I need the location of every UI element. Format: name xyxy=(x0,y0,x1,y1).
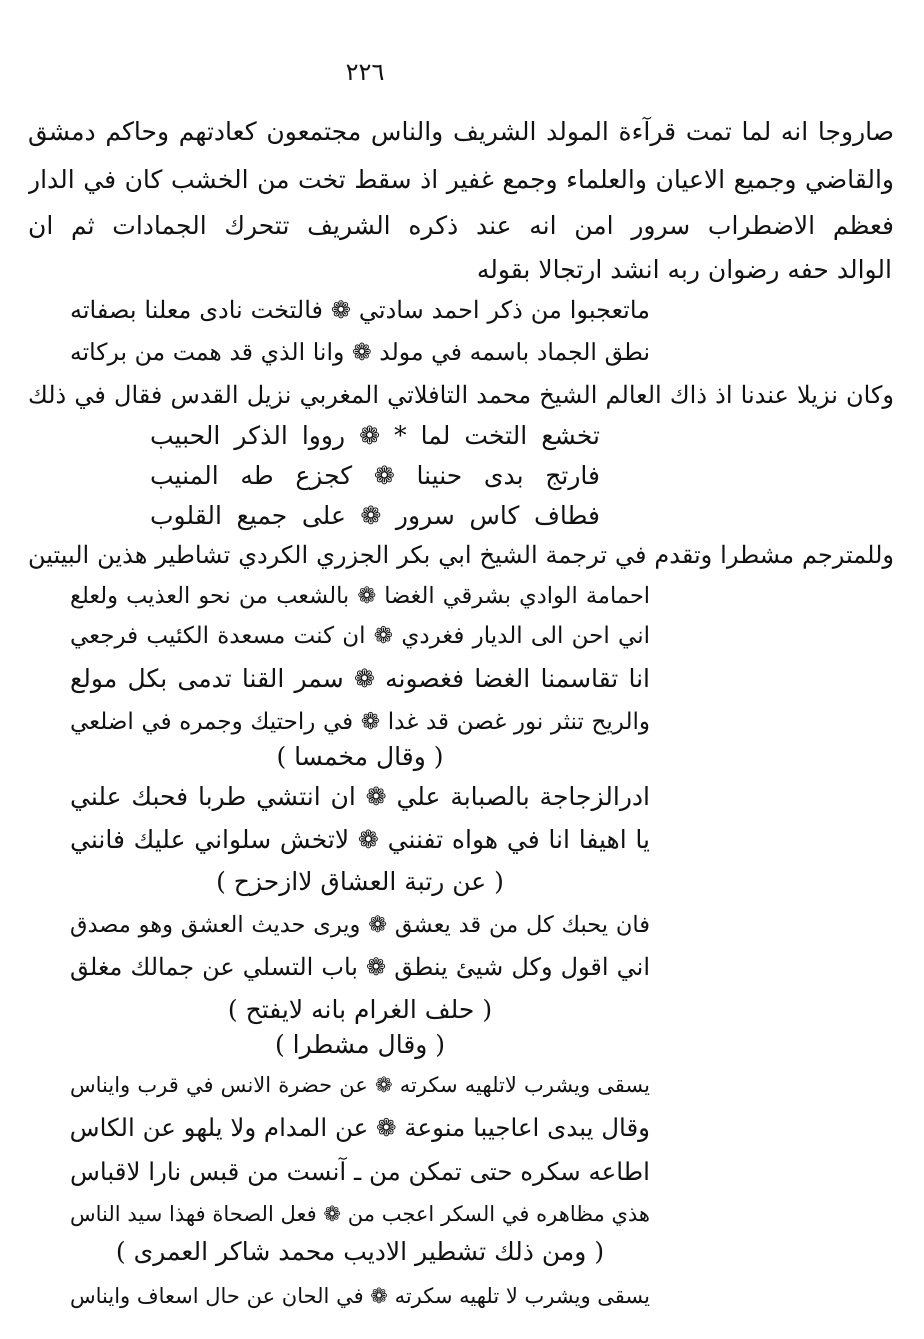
verse-line: هذي مظاهره في السكر اعجب من ❁ فعل الصحاة فهذا سيد الناس xyxy=(70,1202,650,1226)
verse-line: يا اهيفا انا في هواه تفنني ❁ لاتخش سلواني عليك فانني xyxy=(70,825,650,854)
verse-line: تخشع التخت لما * ❁ رووا الذكر الحبيب xyxy=(150,421,600,450)
verse-heading: ( ومن ذلك تشطير الاديب محمد شاكر العمرى ) xyxy=(115,1237,605,1266)
text-line: الوالد حفه رضوان ربه انشد ارتجالا بقوله xyxy=(476,255,892,284)
verse-heading: ( وقال مشطرا ) xyxy=(274,1030,446,1059)
verse-line: اني احن الى الديار فغردي ❁ ان كنت مسعدة الكئيب فرجعي xyxy=(70,623,650,649)
verse-line: اطاعه سكره حتى تمكن من ـ آنست من قبس نارا لاقباس xyxy=(70,1157,650,1186)
verse-line: ماتعجبوا من ذكر احمد سادتي ❁ فالتخت نادى معلنا بصفاته xyxy=(70,296,650,324)
verse-heading: ( عن رتبة العشاق لاازحزح ) xyxy=(216,867,504,896)
verse-line: انا تقاسمنا الغضا فغصونه ❁ سمر القنا تدمى بكل مولع xyxy=(70,664,650,693)
text-line: والقاضي وجميع الاعيان والعلماء وجمع غفير اذ سقط تخت من الخشب كان في الدار xyxy=(28,165,894,194)
page-number: ٢٢٦ xyxy=(345,58,385,86)
verse-line: يسقى ويشرب لاتلهيه سكرته ❁ عن حضرة الانس في قرب وايناس xyxy=(70,1073,650,1097)
text-line: فعظم الاضطراب سرور امن انه عند ذكره الشريف تتحرك الجمادات ثم ان xyxy=(28,211,894,240)
verse-line: والريح تنثر نور غصن قد غدا ❁ في راحتيك وجمره في اضلعي xyxy=(70,709,650,735)
verse-line: ادرالزجاجة بالصبابة علي ❁ ان انتشي طربا فحبك علني xyxy=(70,782,650,811)
verse-heading: ( وقال مخمسا ) xyxy=(276,742,444,771)
verse-line: فارتج بدى حنينا ❁ كجزع طه المنيب xyxy=(150,461,600,490)
verse-line: وقال يبدى اعاجيبا منوعة ❁ عن المدام ولا يلهو عن الكاس xyxy=(70,1113,650,1142)
verse-line: فان يحبك كل من قد يعشق ❁ ويرى حديث العشق وهو مصدق xyxy=(70,912,650,938)
verse-line: فطاف كاس سرور ❁ على جميع القلوب xyxy=(150,501,600,530)
verse-line: اني اقول وكل شيئ ينطق ❁ باب التسلي عن جمالك مغلق xyxy=(70,953,650,981)
text-line: وللمترجم مشطرا وتقدم في ترجمة الشيخ ابي بكر الجزري الكردي تشاطير هذين البيتين xyxy=(28,541,894,569)
verse-heading: ( حلف الغرام بانه لايفتح ) xyxy=(227,995,493,1024)
verse-line: نطق الجماد باسمه في مولد ❁ وانا الذي قد همت من بركاته xyxy=(70,338,650,366)
verse-line: يسقى ويشرب لا تلهيه سكرته ❁ في الحان عن حال اسعاف وايناس xyxy=(70,1284,650,1308)
text-line: صاروجا انه لما تمت قرآءة المولد الشريف والناس مجتمعون كعادتهم وحاكم دمشق xyxy=(28,117,894,146)
verse-line: احمامة الوادي بشرقي الغضا ❁ بالشعب من نحو العذيب ولعلع xyxy=(70,583,650,609)
text-line: وكان نزيلا عندنا اذ ذاك العالم الشيخ محمد التافلاتي المغربي نزيل القدس فقال في ذلك xyxy=(28,381,894,409)
